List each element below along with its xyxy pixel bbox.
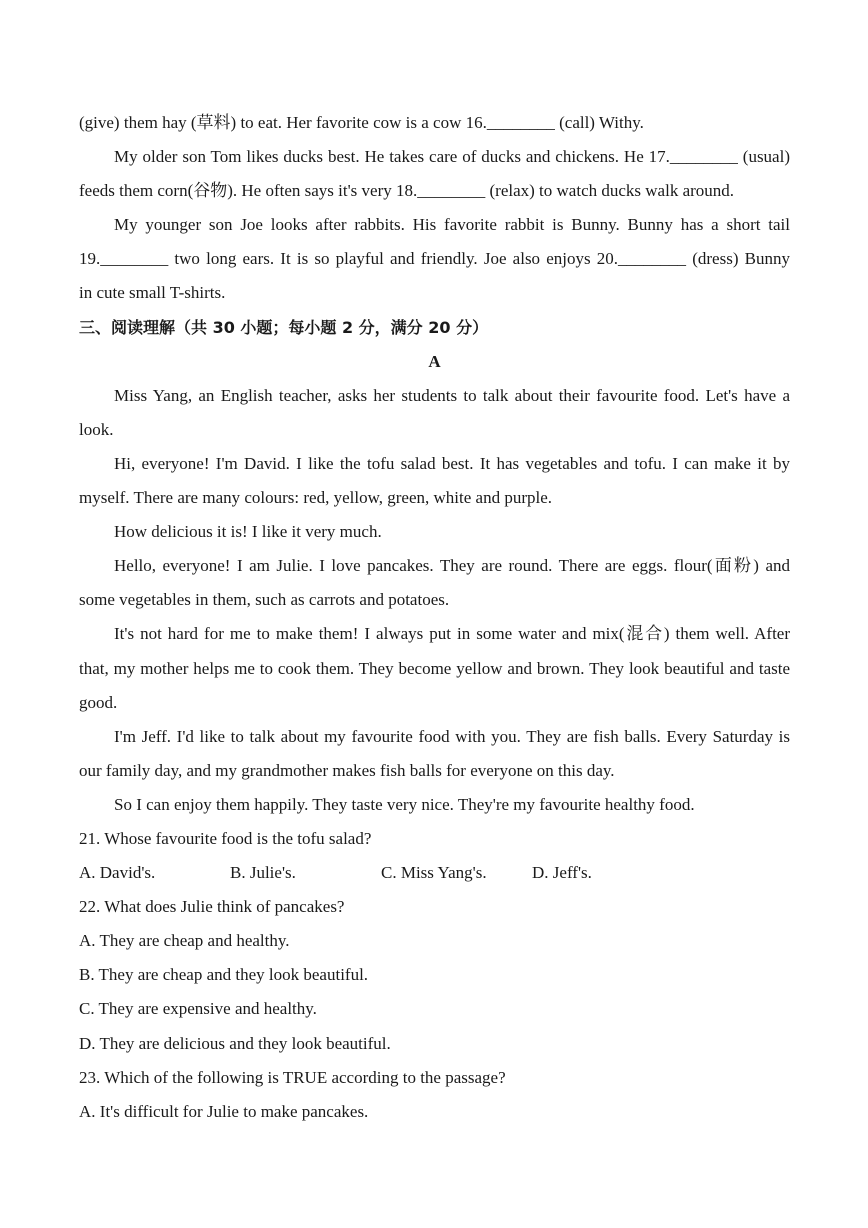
option-b: B. They are cheap and they look beautiful. — [79, 965, 369, 985]
part-label: A — [428, 351, 441, 371]
passage-line: Hi, everyone! I'm David. I like the tofu salad best. It has vegetables and tofu. I can make it by — [114, 453, 790, 473]
option-a: A. David's. — [79, 863, 156, 883]
cloze-line: 19.________ two long ears. It is so playful and friendly. Joe also enjoys 20.________ (dress) Bunny — [79, 249, 790, 269]
option-row — [79, 856, 790, 890]
option-a: A. It's difficult for Julie to make pancakes. — [79, 1101, 369, 1121]
passage-line: some vegetables in them, such as carrots and potatoes. — [79, 590, 450, 610]
passage-line: Miss Yang, an English teacher, asks her students to talk about their favourite food. Let's have a — [114, 385, 790, 405]
option-c: C. They are expensive and healthy. — [79, 999, 317, 1019]
question-stem: 21. Whose favourite food is the tofu salad? — [79, 828, 372, 848]
passage-line: So I can enjoy them happily. They taste very nice. They're my favourite healthy food. — [114, 794, 695, 814]
passage-line: How delicious it is! I like it very much. — [114, 522, 382, 542]
question-stem: 22. What does Julie think of pancakes? — [79, 897, 345, 917]
passage-line: Hello, everyone! I am Julie. I love pancakes. They are round. There are eggs. flour(面粉) and — [114, 556, 790, 576]
option-d: D. Jeff's. — [532, 863, 592, 883]
passage-line: It's not hard for me to make them! I always put in some water and mix(混合) them well. After — [114, 624, 790, 644]
cloze-line: My younger son Joe looks after rabbits. His favorite rabbit is Bunny. Bunny has a short tail — [114, 215, 790, 235]
cloze-line: My older son Tom likes ducks best. He takes care of ducks and chickens. He 17.________ (usual) — [114, 147, 790, 167]
passage-line: I'm Jeff. I'd like to talk about my favourite food with you. They are fish balls. Every Saturday is — [114, 726, 790, 746]
question-stem: 23. Which of the following is TRUE according to the passage? — [79, 1067, 506, 1087]
exam-page — [79, 106, 790, 1129]
passage-line: look. — [79, 419, 114, 439]
option-d: D. They are delicious and they look beautiful. — [79, 1033, 391, 1053]
cloze-line: (give) them hay (草料) to eat. Her favorite cow is a cow 16.________ (call) Withy. — [79, 113, 644, 132]
cloze-line: feeds them corn(谷物). He often says it's very 18.________ (relax) to watch ducks walk around. — [79, 181, 735, 201]
option-c: C. Miss Yang's. — [381, 863, 487, 883]
cloze-line: in cute small T-shirts. — [79, 283, 226, 303]
passage-line: myself. There are many colours: red, yellow, green, white and purple. — [79, 488, 553, 508]
section-heading: 三、阅读理解（共 30 小题；每小题 2 分，满分 20 分） — [79, 317, 489, 337]
passage-line: good. — [79, 692, 118, 712]
passage-line: that, my mother helps me to cook them. They become yellow and brown. They look beautiful and taste — [79, 658, 790, 678]
passage-line: our family day, and my grandmother makes fish balls for everyone on this day. — [79, 760, 615, 780]
option-a: A. They are cheap and healthy. — [79, 931, 290, 951]
option-b: B. Julie's. — [230, 863, 296, 883]
